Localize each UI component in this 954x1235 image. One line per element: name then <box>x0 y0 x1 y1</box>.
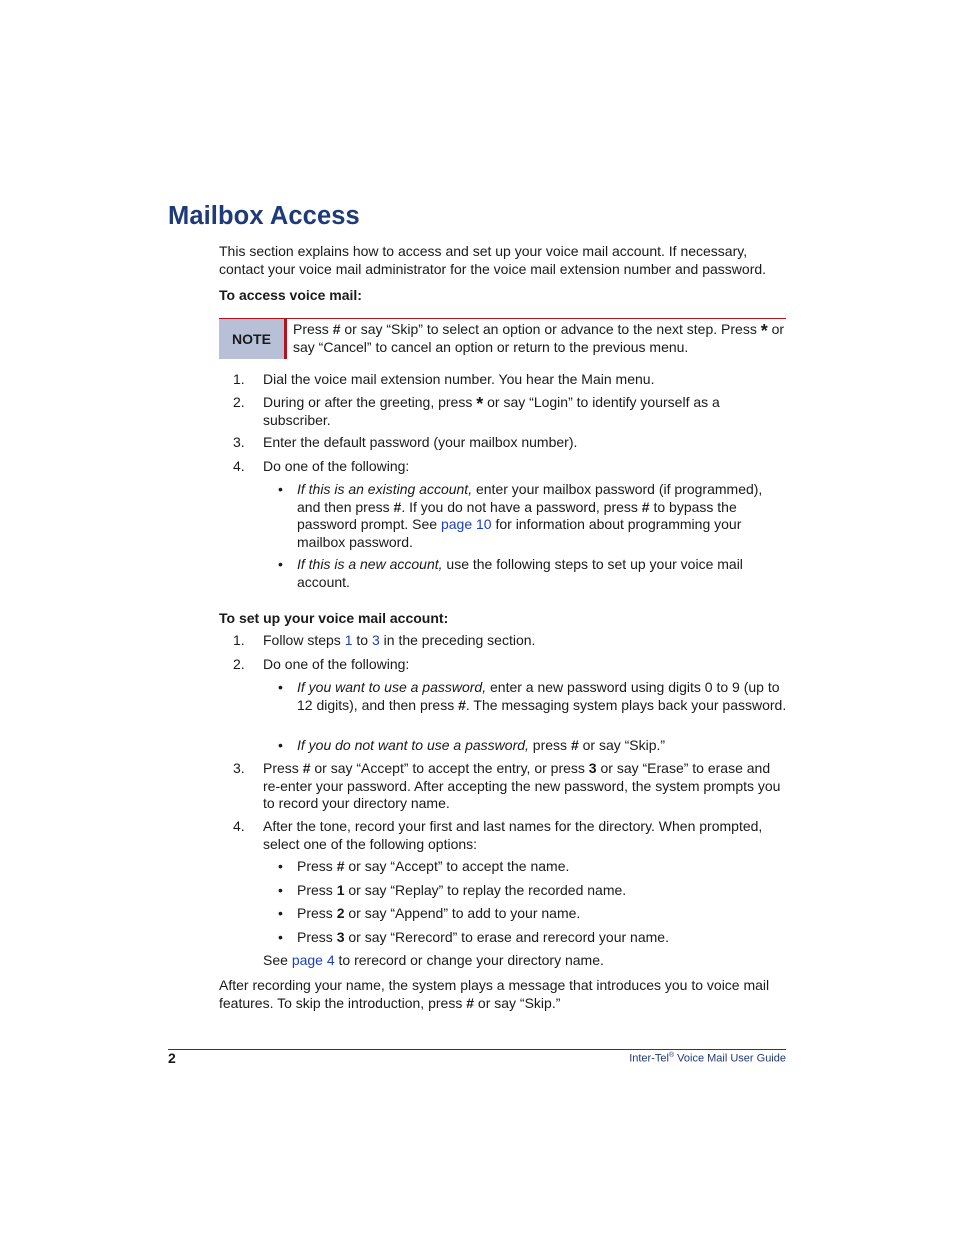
access-heading: To access voice mail: <box>219 287 362 303</box>
step-number: 3. <box>233 760 245 776</box>
access-step-2: During or after the greeting, press * or say “Login” to identify yourself as a subscriber. <box>263 394 720 428</box>
option-replay: Press 1 or say “Replay” to replay the recorded name. <box>297 882 627 898</box>
bullet-icon: • <box>278 679 283 695</box>
note-label: NOTE <box>219 319 284 359</box>
bullet-icon: • <box>278 737 283 753</box>
access-step-1: Dial the voice mail extension number. You hear the Main menu. <box>263 371 655 387</box>
bullet-icon: • <box>278 882 283 898</box>
step-number: 4. <box>233 818 245 834</box>
step-number: 1. <box>233 632 245 648</box>
setup-step-3: Press # or say “Accept” to accept the entry, or press 3 or say “Erase” to erase and re-enter your password. After accepting the new password, the system prompts you to record your directory name. <box>263 760 781 811</box>
note-text: Press # or say “Skip” to select an option or advance to the next step. Press * or say “Cancel” to cancel an option or return to the previous menu. <box>293 321 785 355</box>
access-bullet-new: If this is a new account, use the following steps to set up your voice mail account. <box>297 556 743 590</box>
step-number: 4. <box>233 458 245 474</box>
closing-paragraph: After recording your name, the system plays a message that introduces you to voice mail features. To skip the introduction, press # or say “Skip.” <box>219 977 770 1011</box>
step-number: 2. <box>233 394 245 410</box>
step-3-link[interactable]: 3 <box>371 632 380 648</box>
access-step-3: Enter the default password (your mailbox number). <box>263 434 578 450</box>
bullet-icon: • <box>278 929 283 945</box>
bullet-icon: • <box>278 905 283 921</box>
page-number: 2 <box>168 1050 176 1066</box>
setup-heading: To set up your voice mail account: <box>219 610 449 626</box>
access-bullet-existing: If this is an existing account, enter your mailbox password (if programmed), and then press #. If you do not have a password, press # to bypass the password prompt. See page 10 for information about programming your mailbox password. <box>297 481 763 550</box>
page-title: Mailbox Access <box>168 202 360 230</box>
step-number: 2. <box>233 656 245 672</box>
footer-rule <box>168 1049 786 1050</box>
setup-bullet-password: If you want to use a password, enter a new password using digits 0 to 9 (up to 12 digits), and then press #. The messaging system plays back your password. <box>297 679 787 713</box>
bullet-icon: • <box>278 556 283 572</box>
step-1-link[interactable]: 1 <box>344 632 353 648</box>
setup-bullet-no-password: If you do not want to use a password, press # or say “Skip.” <box>297 737 666 753</box>
footer-guide-title: Inter-Tel® Voice Mail User Guide <box>629 1052 786 1065</box>
setup-step-4: After the tone, record your first and last names for the directory. When prompted, select one of the following options: <box>263 818 763 852</box>
step-number: 1. <box>233 371 245 387</box>
intro-paragraph: This section explains how to access and set up your voice mail account. If necessary, contact your voice mail administrator for the voice mail extension number and password. <box>219 243 767 277</box>
option-rerecord: Press 3 or say “Rerecord” to erase and rerecord your name. <box>297 929 669 945</box>
access-step-4: Do one of the following: <box>263 458 410 474</box>
page-10-link[interactable]: page 10 <box>440 516 492 532</box>
bullet-icon: • <box>278 481 283 497</box>
setup-step-2: Do one of the following: <box>263 656 410 672</box>
setup-step-1: Follow steps 1 to 3 in the preceding section. <box>263 632 536 648</box>
note-divider <box>284 319 287 359</box>
see-page-4: See page 4 to rerecord or change your directory name. <box>263 952 604 968</box>
bullet-icon: • <box>278 858 283 874</box>
step-number: 3. <box>233 434 245 450</box>
option-append: Press 2 or say “Append” to add to your name. <box>297 905 581 921</box>
page-4-link[interactable]: page 4 <box>291 952 335 968</box>
option-accept: Press # or say “Accept” to accept the name. <box>297 858 570 874</box>
note-top-rule <box>219 318 786 319</box>
